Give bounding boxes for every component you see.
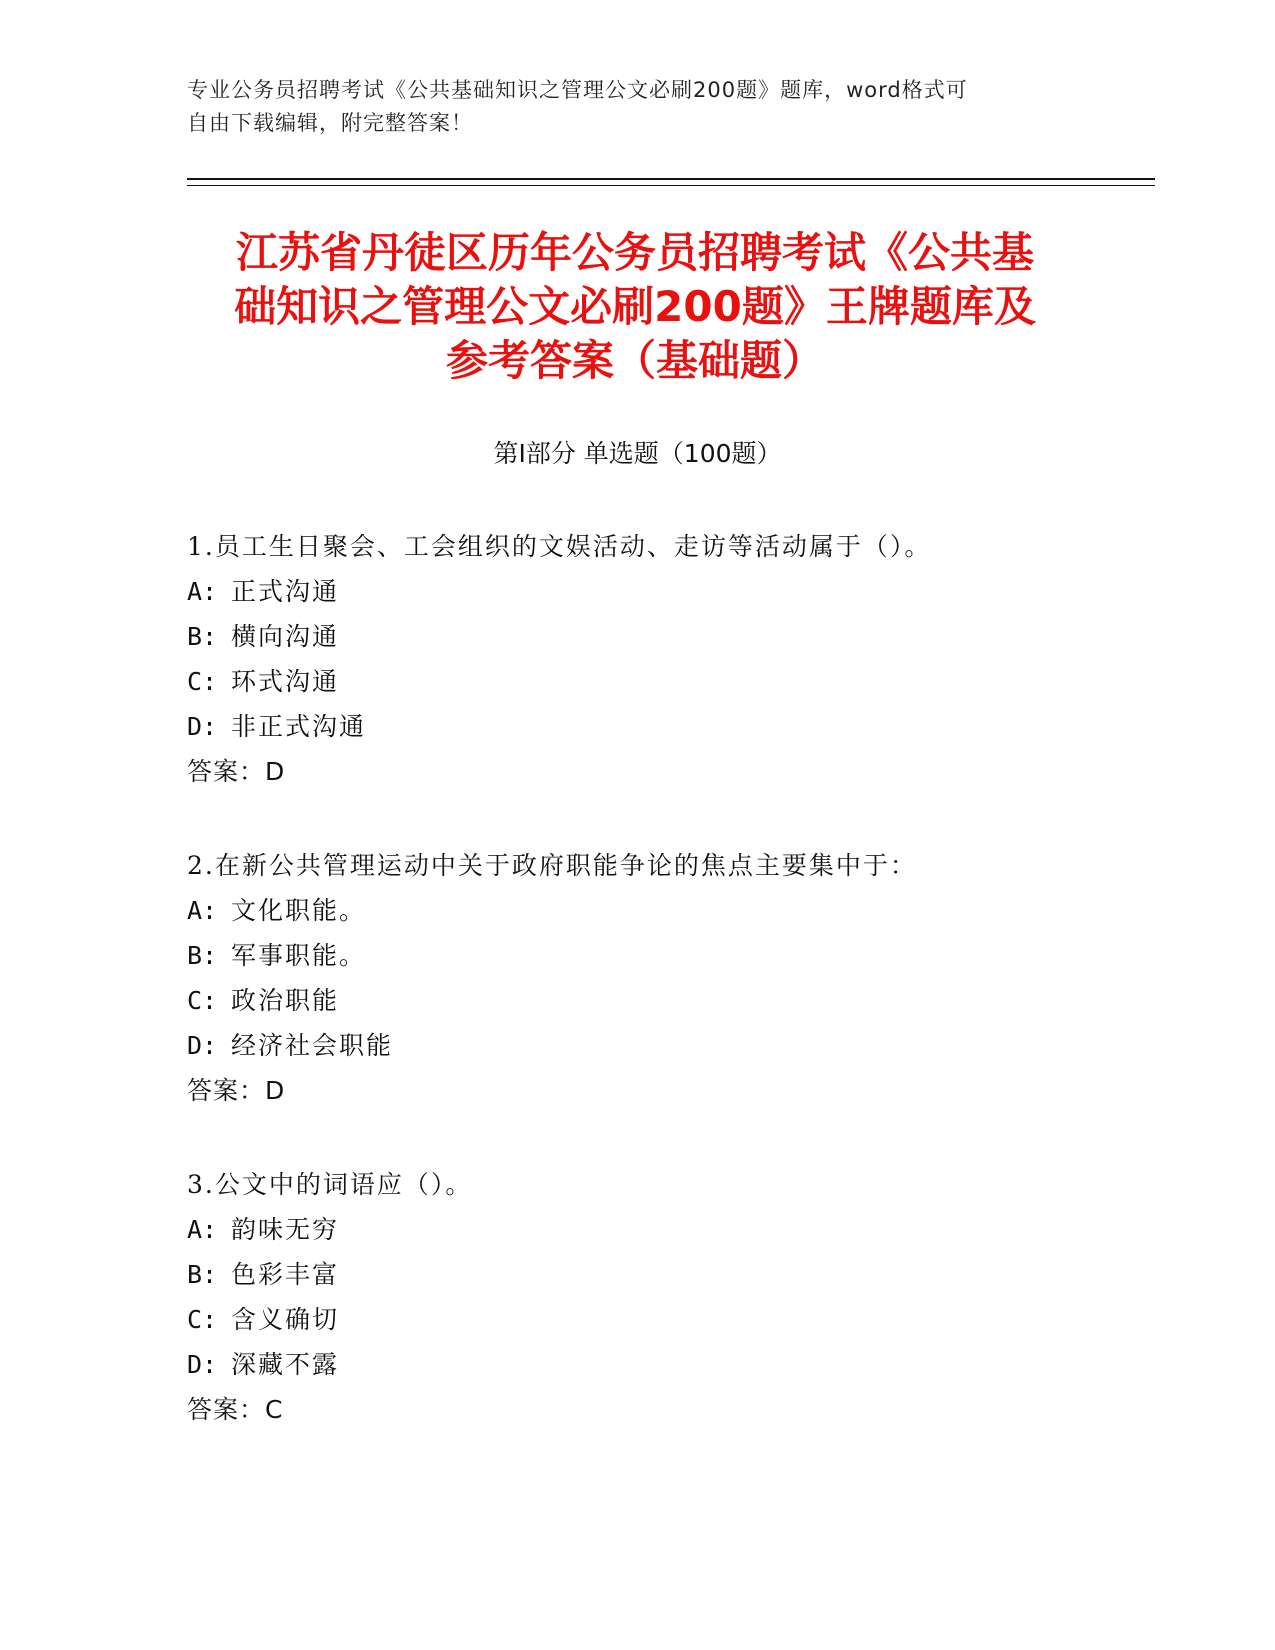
- option-text: 正式沟通: [231, 577, 340, 606]
- option-a: [187, 569, 1137, 614]
- question-stem: 2.在新公共管理运动中关于政府职能争论的焦点主要集中于：: [187, 851, 917, 880]
- option-letter: A:: [187, 577, 218, 606]
- question-3: [187, 1162, 1137, 1432]
- header-divider-thick: [187, 178, 1155, 180]
- option-text: 文化职能。: [231, 896, 367, 925]
- option-text: 横向沟通: [231, 622, 340, 651]
- option-a: [187, 888, 1137, 933]
- option-text: 色彩丰富: [231, 1260, 340, 1289]
- question-2: [187, 843, 1137, 1113]
- option-text: 环式沟通: [231, 667, 340, 696]
- question-answer: 答案：D: [187, 757, 286, 786]
- header-note: [187, 74, 1067, 140]
- question-1: [187, 524, 1137, 794]
- option-c: [187, 1297, 1137, 1342]
- option-b: [187, 1252, 1137, 1297]
- section-heading: 第Ⅰ部分 单选题（100题）: [493, 439, 782, 468]
- header-note-line-1: 专业公务员招聘考试《公共基础知识之管理公文必刷200题》题库，word格式可: [187, 78, 968, 102]
- option-letter: C:: [187, 1305, 218, 1334]
- option-text: 经济社会职能: [231, 1031, 394, 1060]
- option-d: [187, 704, 1137, 749]
- option-b: [187, 933, 1137, 978]
- option-letter: D:: [187, 712, 218, 741]
- option-text: 军事职能。: [231, 941, 367, 970]
- option-text: 非正式沟通: [231, 712, 367, 741]
- question-stem: 1.员工生日聚会、工会组织的文娱活动、走访等活动属于（）。: [187, 532, 932, 561]
- option-text: 含义确切: [231, 1305, 340, 1334]
- option-letter: A:: [187, 1215, 218, 1244]
- option-letter: B:: [187, 622, 218, 651]
- option-a: [187, 1207, 1137, 1252]
- question-stem: 3.公文中的词语应（）。: [187, 1170, 473, 1199]
- option-text: 韵味无穷: [231, 1215, 340, 1244]
- option-text: 政治职能: [231, 986, 340, 1015]
- document-title-line-1: 江苏省丹徒区历年公务员招聘考试《公共基: [235, 228, 1034, 277]
- option-d: [187, 1023, 1137, 1068]
- document-title-line-3: 参考答案（基础题）: [445, 336, 824, 385]
- option-b: [187, 614, 1137, 659]
- header-note-line-2: 自由下载编辑，附完整答案！: [187, 111, 473, 135]
- option-letter: D:: [187, 1350, 218, 1379]
- document-title-line-2: 础知识之管理公文必刷200题》王牌题库及: [234, 282, 1036, 331]
- option-letter: C:: [187, 986, 218, 1015]
- option-c: [187, 978, 1137, 1023]
- option-letter: C:: [187, 667, 218, 696]
- header-divider-thin: [187, 185, 1155, 186]
- question-answer: 答案：D: [187, 1076, 286, 1105]
- option-letter: D:: [187, 1031, 218, 1060]
- document-title: [190, 226, 1080, 388]
- option-letter: A:: [187, 896, 218, 925]
- option-letter: B:: [187, 1260, 218, 1289]
- option-letter: B:: [187, 941, 218, 970]
- option-c: [187, 659, 1137, 704]
- question-answer: 答案：C: [187, 1395, 284, 1424]
- option-d: [187, 1342, 1137, 1387]
- option-text: 深藏不露: [231, 1350, 340, 1379]
